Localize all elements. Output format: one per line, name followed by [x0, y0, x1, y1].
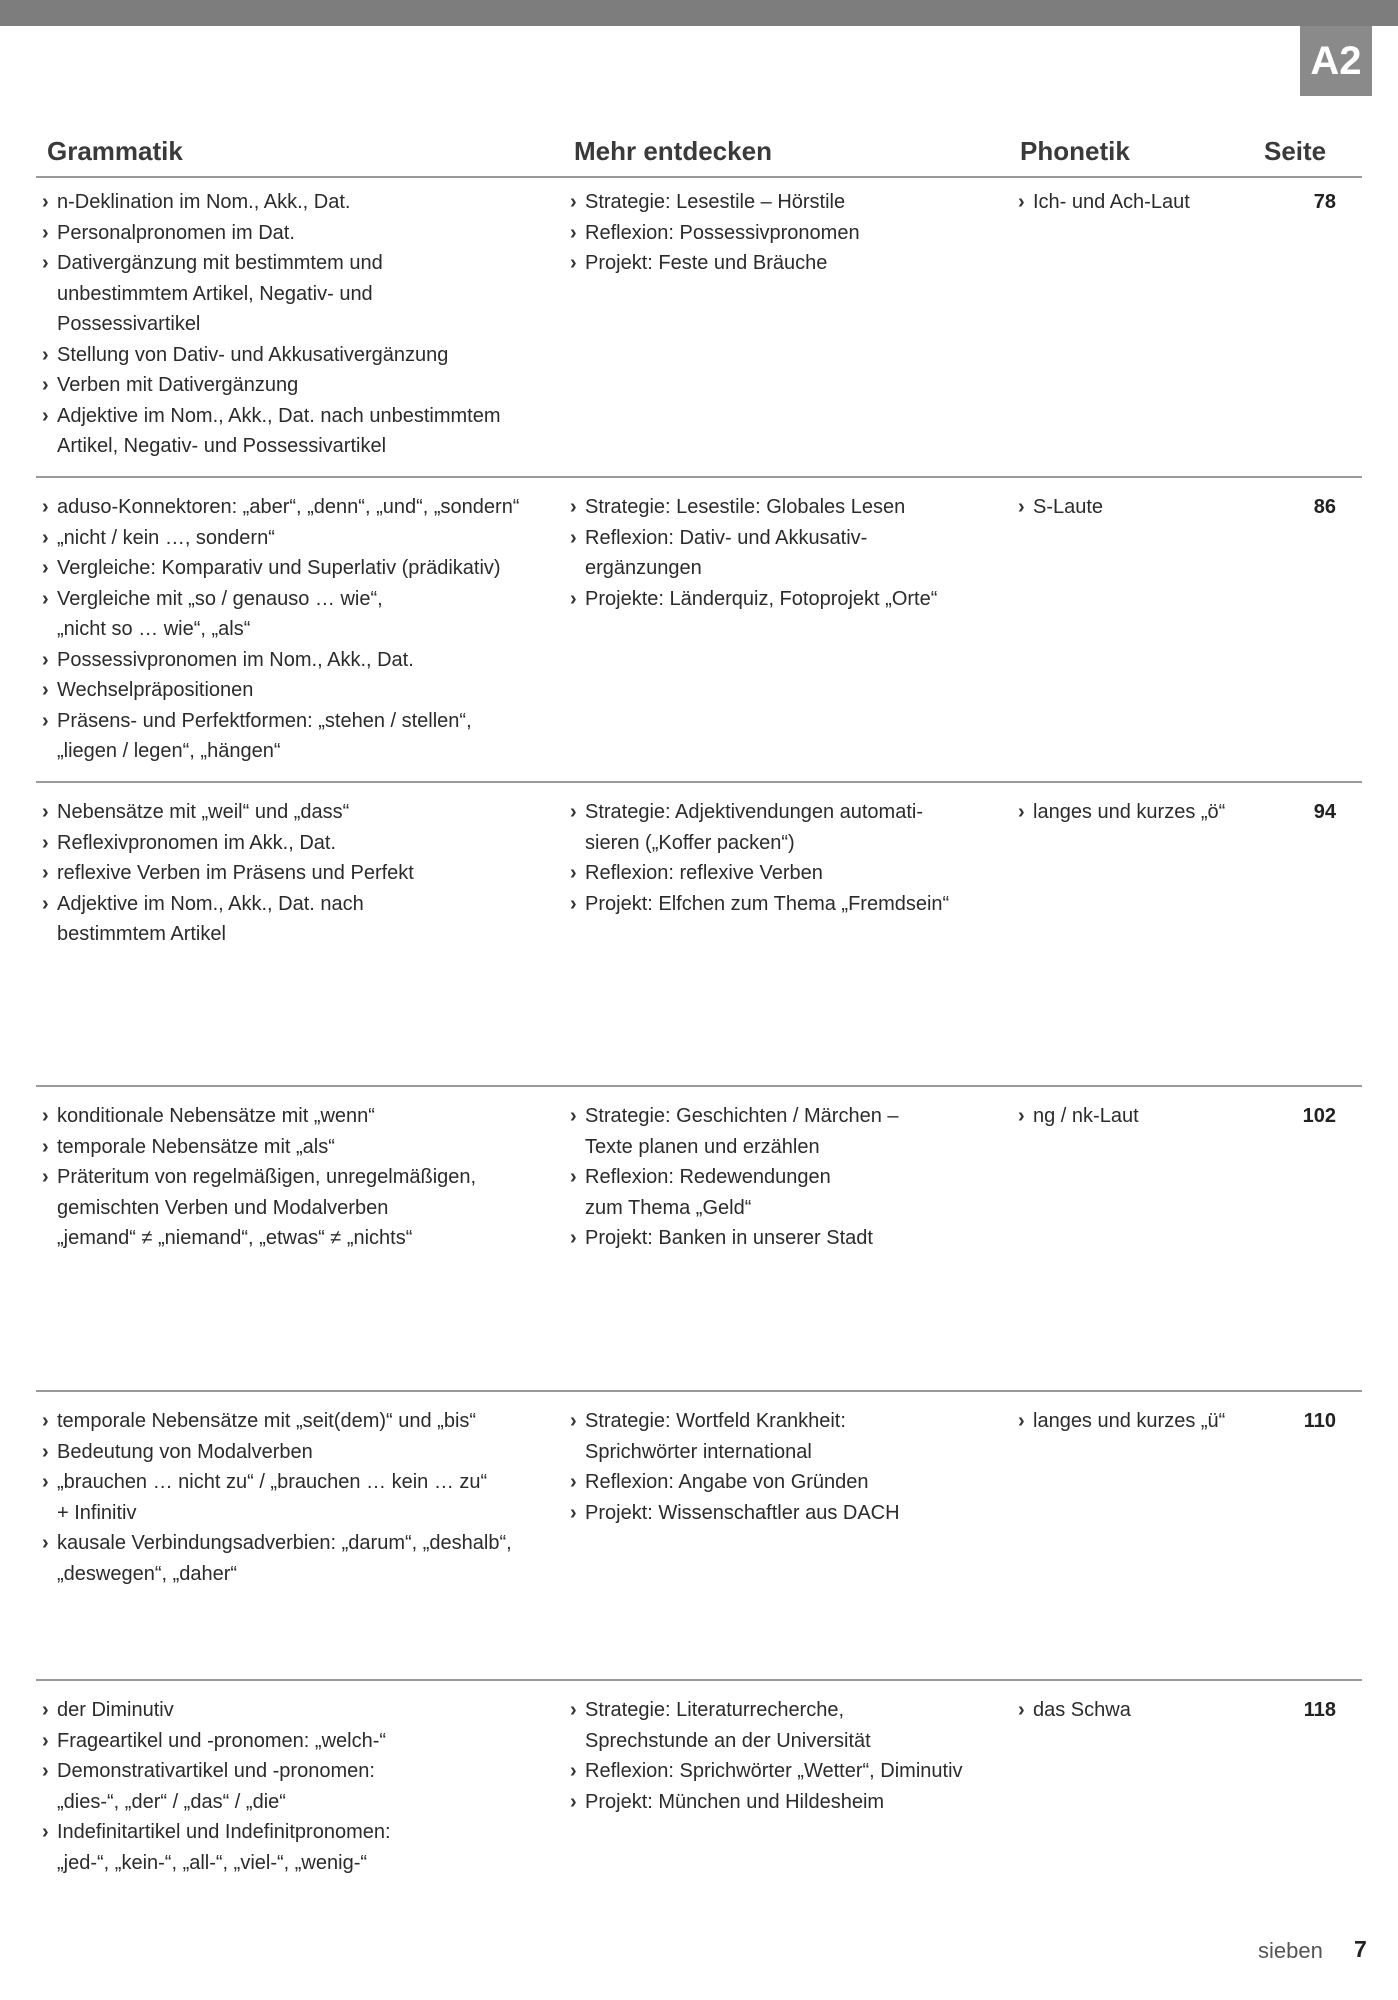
- list-item: › Strategie: Wortfeld Krankheit:: [570, 1406, 1010, 1437]
- grammatik-list: [42, 797, 552, 950]
- list-item: › Indefinitartikel und Indefinitpronomen:: [42, 1817, 552, 1848]
- list-item-continuation: Sprichwörter international: [585, 1440, 812, 1463]
- page-number: 102: [1302, 1105, 1336, 1127]
- list-item-continuation: „liegen / legen“, „hängen“: [57, 740, 281, 762]
- list-item: › Possessivpronomen im Nom., Akk., Dat.: [42, 645, 552, 676]
- list-item: › Vergleiche mit „so / genauso … wie“,: [42, 584, 552, 615]
- list-item-continuation: zum Thema „Geld“: [585, 1196, 752, 1219]
- page-number: 118: [1303, 1699, 1336, 1721]
- list-item: › S-Laute: [1018, 492, 1248, 523]
- list-item-continuation: „jemand“ ≠ „niemand“, „etwas“ ≠ „nichts“: [57, 1227, 413, 1249]
- list-item: › Bedeutung von Modalverben: [42, 1437, 552, 1468]
- list-item-continuation: Sprechstunde an der Universität: [585, 1729, 871, 1752]
- list-item: › kausale Verbindungsadverbien: „darum“, „deshalb“,: [42, 1528, 552, 1559]
- header-mehr-entdecken: Mehr entdecken: [574, 136, 772, 166]
- footer-page-number: 7: [1354, 1936, 1367, 1962]
- list-item: › langes und kurzes „ü“: [1018, 1406, 1248, 1437]
- list-item: › Verben mit Dativergänzung: [42, 370, 552, 401]
- list-item: › Adjektive im Nom., Akk., Dat. nach unbestimmtem: [42, 401, 552, 432]
- list-item: › Frageartikel und -pronomen: „welch-“: [42, 1726, 552, 1757]
- list-item: › Strategie: Literaturrecherche,: [570, 1695, 1010, 1726]
- list-item: › aduso-Konnektoren: „aber“, „denn“, „und“, „sondern“: [42, 492, 552, 523]
- mehr-entdecken-list: [570, 1101, 1010, 1254]
- list-item: › Reflexion: Possessivpronomen: [570, 218, 1010, 249]
- top-bar: [0, 0, 1398, 26]
- phonetik-list: [1018, 492, 1248, 523]
- row-divider: [36, 1390, 1362, 1392]
- list-item-continuation: gemischten Verben und Modalverben: [57, 1196, 389, 1219]
- list-item-continuation: Artikel, Negativ- und Possessivartikel: [57, 435, 387, 457]
- row-divider: [36, 476, 1362, 478]
- list-item: › Reflexion: reflexive Verben: [570, 858, 1010, 889]
- row-divider: [36, 1085, 1362, 1087]
- row-divider: [36, 1679, 1362, 1681]
- list-item: › „nicht / kein …, sondern“: [42, 523, 552, 554]
- grammatik-list: [42, 1406, 552, 1589]
- header-grammatik: Grammatik: [47, 136, 183, 166]
- list-item-continuation: ergänzungen: [585, 557, 702, 579]
- header-phonetik: Phonetik: [1020, 136, 1130, 166]
- level-badge: A2: [1300, 26, 1372, 96]
- list-item-continuation: unbestimmtem Artikel, Negativ- und: [57, 282, 373, 305]
- list-item: › Reflexion: Dativ- und Akkusativ-: [570, 523, 1010, 554]
- list-item: › der Diminutiv: [42, 1695, 552, 1726]
- mehr-entdecken-list: [570, 492, 1010, 614]
- phonetik-list: [1018, 797, 1248, 828]
- list-item: › n-Deklination im Nom., Akk., Dat.: [42, 187, 552, 218]
- list-item: › konditionale Nebensätze mit „wenn“: [42, 1101, 552, 1132]
- mehr-entdecken-list: [570, 187, 1010, 279]
- list-item: › Demonstrativartikel und -pronomen:: [42, 1756, 552, 1787]
- header-divider: [36, 176, 1362, 178]
- phonetik-list: [1018, 1406, 1248, 1437]
- list-item: › Projekt: München und Hildesheim: [570, 1787, 1010, 1818]
- list-item-continuation: + Infinitiv: [57, 1501, 137, 1524]
- grammatik-list: [42, 187, 552, 462]
- list-item-continuation: sieren („Koffer packen“): [585, 831, 795, 854]
- table-header: [0, 130, 1398, 174]
- list-item: › Projekt: Feste und Bräuche: [570, 248, 1010, 279]
- list-item: › Präsens- und Perfektformen: „stehen / stellen“,: [42, 706, 552, 737]
- list-item: › Wechselpräpositionen: [42, 675, 552, 706]
- header-seite: Seite: [1264, 136, 1327, 166]
- list-item: › Vergleiche: Komparativ und Superlativ (prädikativ): [42, 553, 552, 584]
- list-item: › Präteritum von regelmäßigen, unregelmäßigen,: [42, 1162, 552, 1193]
- list-item: › Dativergänzung mit bestimmtem und: [42, 248, 552, 279]
- list-item: › reflexive Verben im Präsens und Perfekt: [42, 858, 552, 889]
- list-item-continuation: „nicht so … wie“, „als“: [57, 618, 251, 640]
- list-item: › Reflexion: Angabe von Gründen: [570, 1467, 1010, 1498]
- list-item: › das Schwa: [1018, 1695, 1248, 1726]
- list-item: › Personalpronomen im Dat.: [42, 218, 552, 249]
- page-number: 110: [1303, 1410, 1336, 1432]
- list-item: › Strategie: Lesestile – Hörstile: [570, 187, 1010, 218]
- list-item: › temporale Nebensätze mit „als“: [42, 1132, 552, 1163]
- list-item-continuation: Possessivartikel: [57, 313, 201, 335]
- list-item: › Reflexion: Redewendungen: [570, 1162, 1010, 1193]
- list-item: › Stellung von Dativ- und Akkusativergänzung: [42, 340, 552, 371]
- list-item: › Reflexivpronomen im Akk., Dat.: [42, 828, 552, 859]
- list-item: › Adjektive im Nom., Akk., Dat. nach: [42, 889, 552, 920]
- list-item: › Nebensätze mit „weil“ und „dass“: [42, 797, 552, 828]
- page-number: 78: [1313, 191, 1336, 213]
- phonetik-list: [1018, 187, 1248, 218]
- page-number: 86: [1313, 496, 1336, 518]
- phonetik-list: [1018, 1101, 1248, 1132]
- list-item: › Reflexion: Sprichwörter „Wetter“, Diminutiv: [570, 1756, 1010, 1787]
- list-item-continuation: Texte planen und erzählen: [585, 1135, 820, 1158]
- page-number: 94: [1313, 801, 1336, 823]
- list-item-continuation: bestimmtem Artikel: [57, 923, 226, 945]
- list-item: › Projekt: Banken in unserer Stadt: [570, 1223, 1010, 1254]
- list-item: › Projekte: Länderquiz, Fotoprojekt „Orte“: [570, 584, 1010, 615]
- phonetik-list: [1018, 1695, 1248, 1726]
- list-item: › Projekt: Elfchen zum Thema „Fremdsein“: [570, 889, 1010, 920]
- list-item: › Strategie: Geschichten / Märchen –: [570, 1101, 1010, 1132]
- mehr-entdecken-list: [570, 1406, 1010, 1528]
- list-item: › Ich- und Ach-Laut: [1018, 187, 1248, 218]
- list-item: › Projekt: Wissenschaftler aus DACH: [570, 1498, 1010, 1529]
- list-item-continuation: „deswegen“, „daher“: [57, 1562, 238, 1585]
- grammatik-list: [42, 1101, 552, 1254]
- list-item: › Strategie: Lesestile: Globales Lesen: [570, 492, 1010, 523]
- list-item: › ng / nk-Laut: [1018, 1101, 1248, 1132]
- grammatik-list: [42, 1695, 552, 1878]
- list-item-continuation: „jed-“, „kein-“, „all-“, „viel-“, „wenig-“: [57, 1851, 368, 1874]
- list-item: › Strategie: Adjektivendungen automati-: [570, 797, 1010, 828]
- list-item: › „brauchen … nicht zu“ / „brauchen … kein … zu“: [42, 1467, 552, 1498]
- list-item: › temporale Nebensätze mit „seit(dem)“ und „bis“: [42, 1406, 552, 1437]
- row-divider: [36, 781, 1362, 783]
- grammatik-list: [42, 492, 552, 767]
- list-item-continuation: „dies-“, „der“ / „das“ / „die“: [57, 1790, 286, 1813]
- mehr-entdecken-list: [570, 797, 1010, 919]
- list-item: › langes und kurzes „ö“: [1018, 797, 1248, 828]
- mehr-entdecken-list: [570, 1695, 1010, 1817]
- footer-page-word: sieben: [1258, 1938, 1323, 1963]
